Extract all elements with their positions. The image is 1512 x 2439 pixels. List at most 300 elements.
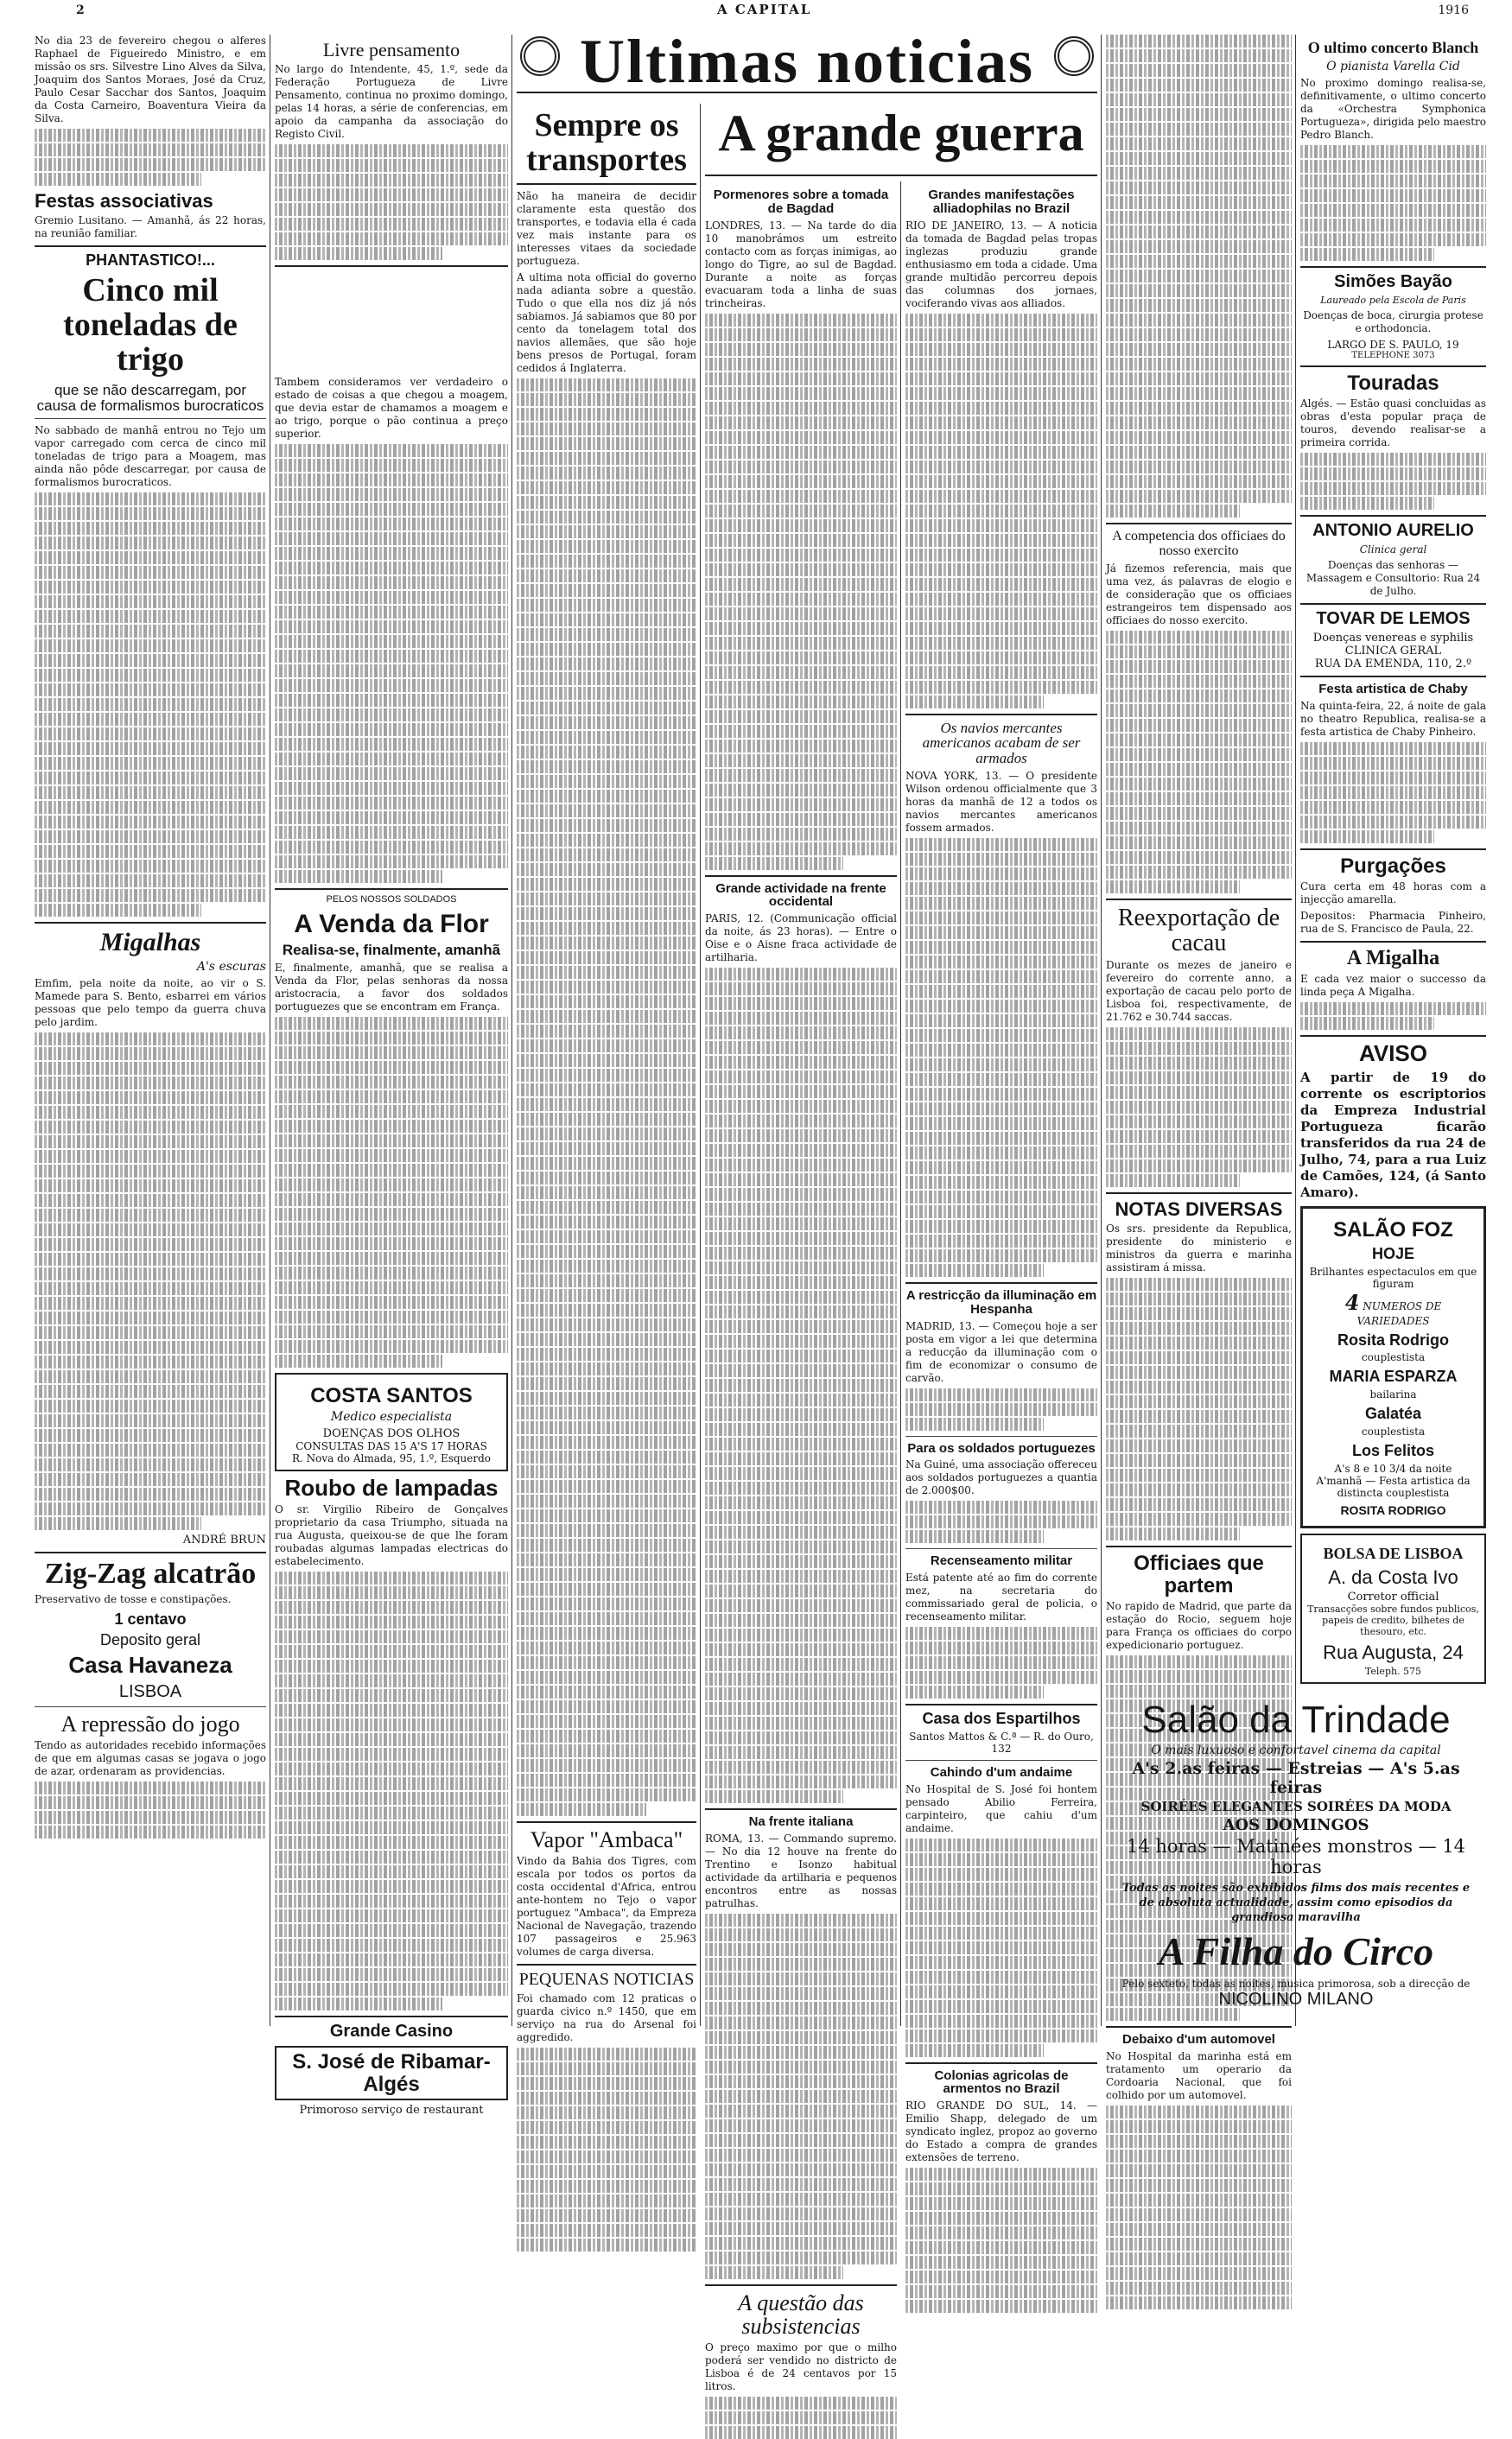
text-line bbox=[905, 1515, 1097, 1528]
foz-numeros-label: NUMEROS DE VARIEDADES bbox=[1356, 1299, 1442, 1327]
text-line bbox=[275, 1851, 508, 1864]
text-line bbox=[1300, 453, 1486, 466]
text-line bbox=[517, 569, 696, 582]
festas-heading: Festas associativas bbox=[35, 190, 213, 212]
salao-trindade-ad bbox=[1106, 1693, 1486, 2026]
costa-santos-specialty: DOENÇAS DOS OLHOS bbox=[322, 1427, 461, 1441]
pelos-soldados-kicker: PELOS NOSSOS SOLDADOS bbox=[326, 894, 457, 905]
text-line bbox=[275, 635, 508, 648]
text-line bbox=[35, 1253, 266, 1266]
text-line bbox=[275, 1134, 508, 1147]
divider bbox=[517, 1964, 696, 1966]
text-line bbox=[1106, 1115, 1292, 1128]
text-line bbox=[275, 1674, 508, 1687]
text-line bbox=[517, 1054, 696, 1067]
text-line bbox=[905, 1161, 1097, 1174]
text-line bbox=[1106, 2208, 1292, 2221]
text-line bbox=[517, 731, 696, 744]
text-line bbox=[705, 1599, 897, 1612]
text-line bbox=[705, 2075, 897, 2088]
text-line bbox=[275, 1586, 508, 1599]
text-line bbox=[517, 643, 696, 656]
foz-artist-3: Galatéa bbox=[1364, 1405, 1422, 1423]
text-line bbox=[517, 819, 696, 832]
text-line bbox=[517, 2150, 696, 2163]
text-line bbox=[905, 637, 1097, 650]
text-line bbox=[1106, 1655, 1292, 1668]
text-line bbox=[705, 997, 897, 1010]
text-line bbox=[1300, 160, 1486, 173]
simoes-name: Simões Bayão bbox=[1334, 271, 1452, 291]
text-line bbox=[517, 422, 696, 435]
text-line bbox=[275, 1149, 508, 1162]
text-line bbox=[905, 956, 1097, 969]
zigzag-text: Preservativo de tosse e constipações. bbox=[35, 1592, 232, 1605]
text-line bbox=[1106, 763, 1292, 776]
lisboa-label: LISBOA bbox=[118, 1681, 182, 1701]
text-line bbox=[275, 576, 508, 589]
text-line bbox=[705, 2426, 897, 2439]
text-line bbox=[35, 1297, 266, 1310]
text-line bbox=[905, 1176, 1097, 1189]
foz-artist-2-role: bailarina bbox=[1369, 1388, 1417, 1401]
text-line bbox=[35, 1312, 266, 1324]
text-line bbox=[705, 578, 897, 591]
text-line bbox=[705, 695, 897, 708]
text-line bbox=[1300, 772, 1486, 784]
text-line bbox=[517, 2048, 696, 2061]
text-line bbox=[517, 1421, 696, 1434]
divider bbox=[517, 183, 696, 185]
text-line bbox=[35, 1826, 266, 1839]
text-line bbox=[35, 683, 266, 696]
casino-name: S. José de Ribamar-Algés bbox=[275, 2046, 508, 2099]
costa-santos-role: Medico especialista bbox=[330, 1410, 453, 1425]
text-line bbox=[517, 1157, 696, 1170]
text-line bbox=[905, 1403, 1097, 1416]
text-line bbox=[35, 1121, 266, 1134]
tovar-address: RUA DA EMENDA, 110, 2.º bbox=[1314, 657, 1472, 671]
navios-text: NOVA YORK, 13. — O presidente Wilson ordenou officialmente que 3 horas da manhã de 12 a todos os navios mercantes americanos fossem armados. bbox=[905, 770, 1097, 835]
text-line bbox=[1106, 1307, 1292, 1320]
text-line bbox=[705, 372, 897, 385]
text-line bbox=[1106, 284, 1292, 297]
text-line bbox=[905, 897, 1097, 910]
text-line bbox=[905, 1971, 1097, 1984]
soldados-headline: Para os soldados portuguezes bbox=[907, 1440, 1096, 1456]
text-line bbox=[905, 1146, 1097, 1159]
text-line bbox=[35, 129, 266, 142]
text-line bbox=[705, 2411, 897, 2424]
text-line bbox=[517, 1318, 696, 1331]
text-line bbox=[517, 1612, 696, 1625]
text-line bbox=[35, 1165, 266, 1178]
foz-times: A's 8 e 10 3/4 da noite bbox=[1334, 1463, 1452, 1476]
text-line bbox=[905, 607, 1097, 620]
text-line bbox=[517, 1730, 696, 1743]
cacau-text: Durante os mezes de janeiro e fevereiro do corrente anno, a exportação de cacau pelo porto de Lisboa foi, respectivamente, de 21.762 e 30.744 saccas. bbox=[1106, 959, 1292, 1024]
text-line bbox=[905, 2241, 1097, 2254]
text-line bbox=[705, 784, 897, 797]
text-line bbox=[35, 581, 266, 594]
tovar-specialty: Doenças venereas e syphilis bbox=[1312, 632, 1474, 645]
text-line bbox=[275, 855, 508, 868]
text-line bbox=[1106, 1057, 1292, 1070]
text-line bbox=[705, 2105, 897, 2118]
text-line bbox=[1106, 446, 1292, 459]
text-line bbox=[705, 1511, 897, 1524]
text-line bbox=[1106, 1130, 1292, 1143]
text-line bbox=[35, 669, 266, 682]
text-line bbox=[275, 1748, 508, 1761]
ultimas-noticias-banner bbox=[517, 24, 1097, 96]
text-line bbox=[905, 446, 1097, 459]
text-line bbox=[517, 2209, 696, 2222]
text-line bbox=[1106, 2194, 1292, 2207]
text-line bbox=[905, 681, 1097, 694]
text-line bbox=[1106, 1351, 1292, 1364]
text-line bbox=[905, 1029, 1097, 1042]
text-line bbox=[705, 402, 897, 415]
text-line bbox=[1106, 1439, 1292, 1452]
text-line bbox=[1106, 2282, 1292, 2295]
text-line bbox=[1106, 240, 1292, 253]
text-line bbox=[275, 444, 508, 457]
text-line bbox=[1106, 79, 1292, 92]
text-line bbox=[517, 760, 696, 773]
text-line bbox=[705, 1276, 897, 1289]
text-line bbox=[517, 2077, 696, 2090]
divider bbox=[1300, 365, 1486, 367]
text-line bbox=[705, 1070, 897, 1083]
column-6 bbox=[1106, 35, 1292, 2101]
text-line bbox=[705, 1585, 897, 1597]
text-line bbox=[275, 547, 508, 560]
text-line bbox=[905, 911, 1097, 924]
navios-headline: Os navios mercantes americanos acabam de ser armados bbox=[922, 719, 1081, 767]
divider bbox=[905, 1282, 1097, 1284]
divider bbox=[275, 888, 508, 890]
text-line bbox=[517, 951, 696, 964]
text-line bbox=[275, 591, 508, 604]
text-line bbox=[905, 1941, 1097, 1954]
text-line bbox=[275, 1252, 508, 1265]
text-line bbox=[275, 811, 508, 824]
text-line bbox=[705, 651, 897, 664]
text-line bbox=[905, 328, 1097, 341]
antonio-name: ANTONIO AURELIO bbox=[1312, 521, 1474, 541]
text-line bbox=[1106, 836, 1292, 849]
text-line bbox=[517, 937, 696, 950]
text-line bbox=[35, 874, 266, 887]
text-line bbox=[1106, 490, 1292, 503]
text-line bbox=[517, 1774, 696, 1787]
text-line bbox=[905, 431, 1097, 444]
zigzag-headline: Zig-Zag alcatrão bbox=[44, 1557, 257, 1590]
text-line bbox=[705, 446, 897, 459]
text-line bbox=[35, 1194, 266, 1207]
text-line bbox=[1106, 1337, 1292, 1350]
aviso-text: A partir de 19 do corrente os escriptorios da Empreza Industrial Portugueza ficarão transferidos da rua 24 de Julho, 74, para a rua Luiz de Camões, 124, (á Santo Amaro). bbox=[1300, 1069, 1486, 1200]
text-line bbox=[905, 1000, 1097, 1013]
antonio-specialty: Clinica geral bbox=[1359, 543, 1427, 556]
text-line bbox=[35, 698, 266, 711]
text-line bbox=[1300, 219, 1486, 232]
text-line bbox=[705, 2134, 897, 2147]
text-line bbox=[705, 1958, 897, 1971]
hespanha-text: MADRID, 13. — Começou hoje a ser posta em vigor a lei que determina a reducção da illuminação com o fim de economizar o consumo de carvão. bbox=[905, 1319, 1097, 1384]
divider bbox=[705, 875, 897, 877]
divider bbox=[705, 1808, 897, 1810]
text-line bbox=[1106, 196, 1292, 209]
text-line bbox=[35, 654, 266, 667]
divider bbox=[275, 265, 508, 267]
text-line bbox=[705, 607, 897, 620]
text-line bbox=[35, 713, 266, 726]
text-line bbox=[705, 519, 897, 532]
text-line bbox=[517, 467, 696, 480]
text-line bbox=[517, 1436, 696, 1449]
text-line bbox=[275, 1880, 508, 1893]
text-line bbox=[1106, 1174, 1240, 1187]
text-line bbox=[705, 1423, 897, 1436]
bolsa-broker: A. da Costa Ivo bbox=[1328, 1566, 1458, 1588]
column-rule bbox=[511, 35, 512, 2026]
livre-text: No largo do Intendente, 45, 1.º, sede da Federação Portugueza de Livre Pensamento, continua no proximo domingo, pelas 14 horas, a série de conferencias, em apoio da campanha da associação do Registo Civil. bbox=[275, 63, 508, 141]
text-line bbox=[275, 232, 508, 245]
text-line bbox=[35, 1077, 266, 1089]
text-line bbox=[705, 2178, 897, 2191]
text-line bbox=[705, 1790, 843, 1803]
tovar-clinic: CLINICA GERAL bbox=[1344, 645, 1442, 658]
divider bbox=[275, 2016, 508, 2017]
page-date: 1916 bbox=[1438, 3, 1469, 17]
text-line bbox=[517, 1539, 696, 1552]
text-line bbox=[905, 2226, 1097, 2239]
text-line bbox=[705, 314, 897, 327]
text-line bbox=[1300, 1017, 1434, 1030]
text-line bbox=[275, 203, 508, 216]
text-line bbox=[517, 2194, 696, 2207]
divider bbox=[1300, 848, 1486, 850]
text-line bbox=[905, 1671, 1097, 1684]
soldados-text: Na Guiné, uma associação offereceu aos soldados portuguezes a quantia de 2.000$00. bbox=[905, 1458, 1097, 1497]
text-line bbox=[35, 1488, 266, 1501]
text-line bbox=[35, 1150, 266, 1163]
text-line bbox=[1300, 233, 1486, 246]
text-line bbox=[517, 1642, 696, 1655]
text-line bbox=[1300, 175, 1486, 187]
text-line bbox=[1106, 343, 1292, 356]
costa-santos-hours: CONSULTAS DAS 15 A'S 17 HORAS bbox=[295, 1440, 487, 1453]
text-line bbox=[1106, 880, 1240, 893]
divider bbox=[35, 1552, 266, 1553]
divider bbox=[1106, 2026, 1292, 2028]
trindade-line-2: SOIRÉES ELEGANTES SOIRÉES DA MODA bbox=[1140, 1799, 1452, 1814]
text-line bbox=[905, 1897, 1097, 1910]
text-line bbox=[705, 2090, 897, 2103]
text-line bbox=[517, 1260, 696, 1273]
text-line bbox=[1106, 1278, 1292, 1291]
text-line bbox=[35, 1179, 266, 1192]
text-line bbox=[35, 1047, 266, 1060]
text-line bbox=[1106, 1366, 1292, 1379]
text-line bbox=[905, 882, 1097, 895]
text-line bbox=[517, 790, 696, 803]
text-line bbox=[35, 1341, 266, 1354]
andaime-headline: Cahindo d'um andaime bbox=[930, 1764, 1073, 1780]
text-line bbox=[905, 2182, 1097, 2195]
text-line bbox=[1106, 416, 1292, 429]
text-line bbox=[705, 1100, 897, 1113]
text-line bbox=[517, 1686, 696, 1699]
page-header bbox=[35, 0, 1486, 21]
text-line bbox=[1106, 225, 1292, 238]
text-line bbox=[705, 1972, 897, 1985]
text-line bbox=[705, 1394, 897, 1407]
column-2 bbox=[275, 35, 508, 2117]
vapor-text: Vindo da Bahia dos Tigres, com escala por todos os portos da costa occidental d'Africa, entrou ante-hontem no Tejo o vapor portuguez "Ambaca", da Empreza Nacional de Navegação, trazendo 107 passageiros e 25.963 volumes de carga diversa. bbox=[517, 1855, 696, 1959]
text-line bbox=[517, 481, 696, 494]
text-line bbox=[35, 1811, 266, 1824]
transportes-headline: Sempre os transportes bbox=[526, 107, 687, 178]
text-line bbox=[905, 2300, 1097, 2313]
text-line bbox=[35, 786, 266, 799]
text-line bbox=[35, 595, 266, 608]
transportes-lead: Não ha maneira de decidir claramente esta questão dos transportes, e todavia ella é cada vez mais instante para os interesses vitaes da sociedade portugueza. bbox=[517, 189, 696, 267]
roubo-text: O sr. Virgilio Ribeiro de Gonçalves proprietario da casa Triumpho, situada na rua Augusta, queixou-se de que lhe foram roubadas algumas lampadas electricas do estabelecimento. bbox=[275, 1503, 508, 1568]
text-line bbox=[35, 845, 266, 858]
text-line bbox=[905, 549, 1097, 562]
foz-artist-1-role: couplestista bbox=[1361, 1351, 1426, 1364]
text-line bbox=[517, 1480, 696, 1493]
text-line bbox=[1106, 167, 1292, 180]
text-line bbox=[517, 1362, 696, 1375]
text-line bbox=[517, 981, 696, 994]
text-line bbox=[1106, 689, 1292, 702]
text-line bbox=[705, 1570, 897, 1583]
foz-hoje: HOJE bbox=[1371, 1244, 1415, 1262]
text-line bbox=[517, 1495, 696, 1508]
page-number: 2 bbox=[76, 3, 85, 17]
column-5 bbox=[905, 183, 1097, 2164]
text-line bbox=[35, 860, 266, 873]
newspaper-name: A CAPITAL bbox=[717, 2, 812, 17]
text-line bbox=[275, 1572, 508, 1585]
text-line bbox=[705, 1438, 897, 1451]
text-line bbox=[1106, 851, 1292, 864]
text-line bbox=[275, 738, 508, 751]
text-line bbox=[1106, 1454, 1292, 1467]
text-line bbox=[517, 2121, 696, 2134]
text-line bbox=[35, 1370, 266, 1383]
text-line bbox=[705, 1496, 897, 1509]
cacau-headline: Reexportação de cacau bbox=[1117, 904, 1280, 956]
text-line bbox=[1106, 1670, 1292, 1683]
text-line bbox=[905, 1883, 1097, 1896]
text-line bbox=[517, 393, 696, 406]
text-line bbox=[275, 1325, 508, 1338]
automovel-headline: Debaixo d'um automovel bbox=[1122, 2031, 1275, 2047]
text-line bbox=[275, 1836, 508, 1849]
text-line bbox=[905, 1014, 1097, 1027]
text-line bbox=[905, 1117, 1097, 1130]
text-line bbox=[905, 2168, 1097, 2181]
text-line bbox=[517, 540, 696, 553]
text-line bbox=[1106, 2106, 1292, 2118]
text-line bbox=[705, 1928, 897, 1941]
text-line bbox=[1300, 467, 1486, 480]
text-line bbox=[705, 1379, 897, 1392]
text-line bbox=[905, 867, 1097, 880]
text-line bbox=[275, 159, 508, 172]
text-line bbox=[275, 1718, 508, 1731]
text-line bbox=[705, 475, 897, 488]
tovar-name: TOVAR DE LEMOS bbox=[1316, 609, 1471, 629]
text-line bbox=[1106, 2296, 1292, 2309]
text-line bbox=[517, 746, 696, 759]
text-line bbox=[705, 387, 897, 400]
text-line bbox=[517, 1524, 696, 1537]
text-line bbox=[275, 503, 508, 516]
text-line bbox=[275, 562, 508, 575]
divider bbox=[905, 2062, 1097, 2064]
text-line bbox=[905, 1235, 1097, 1248]
text-line bbox=[705, 842, 897, 855]
text-line bbox=[905, 651, 1097, 664]
text-line bbox=[35, 1414, 266, 1427]
text-line bbox=[905, 1956, 1097, 1969]
text-line bbox=[705, 2193, 897, 2206]
divider bbox=[1300, 266, 1486, 268]
text-line bbox=[705, 1305, 897, 1318]
text-line bbox=[275, 1164, 508, 1177]
venda-flor-headline: A Venda da Flor bbox=[294, 909, 489, 938]
text-line bbox=[275, 1281, 508, 1294]
text-line bbox=[1106, 866, 1292, 879]
text-line bbox=[1300, 830, 1434, 843]
text-line bbox=[705, 2119, 897, 2132]
text-line bbox=[705, 2397, 897, 2410]
text-line bbox=[517, 2136, 696, 2149]
text-line bbox=[1106, 2164, 1292, 2177]
text-line bbox=[275, 532, 508, 545]
text-line bbox=[905, 985, 1097, 998]
simoes-credential: Laureado pela Escola de Paris bbox=[1320, 294, 1466, 306]
text-line bbox=[1106, 675, 1292, 688]
migalha-headline: A Migalha bbox=[1346, 947, 1440, 970]
text-line bbox=[275, 797, 508, 810]
text-line bbox=[275, 1090, 508, 1103]
notas-text: Os srs. presidente da Republica, presidente do ministerio e ministros da guerra e marinha assistiram á missa. bbox=[1106, 1223, 1292, 1274]
text-line bbox=[905, 838, 1097, 851]
pequenas-text: Foi chamado com 12 praticas o guarda civico n.º 1450, que em serviço na rua do Arsenal foi aggredido. bbox=[517, 1992, 696, 2044]
zigzag-price: 1 centavo bbox=[114, 1610, 187, 1628]
column-rule bbox=[1101, 35, 1102, 2026]
text-line bbox=[1106, 1086, 1292, 1099]
festas-text: Gremio Lusitano. — Amanhã, ás 22 horas, na reunião familiar. bbox=[35, 214, 266, 240]
text-line bbox=[1106, 123, 1292, 136]
text-line bbox=[35, 727, 266, 740]
text-line bbox=[1106, 181, 1292, 194]
text-line bbox=[1106, 2267, 1292, 2280]
spacer bbox=[275, 272, 508, 376]
text-line bbox=[517, 1656, 696, 1669]
text-line bbox=[275, 1076, 508, 1089]
foz-rosita: ROSITA RODRIGO bbox=[1340, 1503, 1446, 1518]
text-line bbox=[1106, 792, 1292, 805]
text-line bbox=[517, 2106, 696, 2119]
